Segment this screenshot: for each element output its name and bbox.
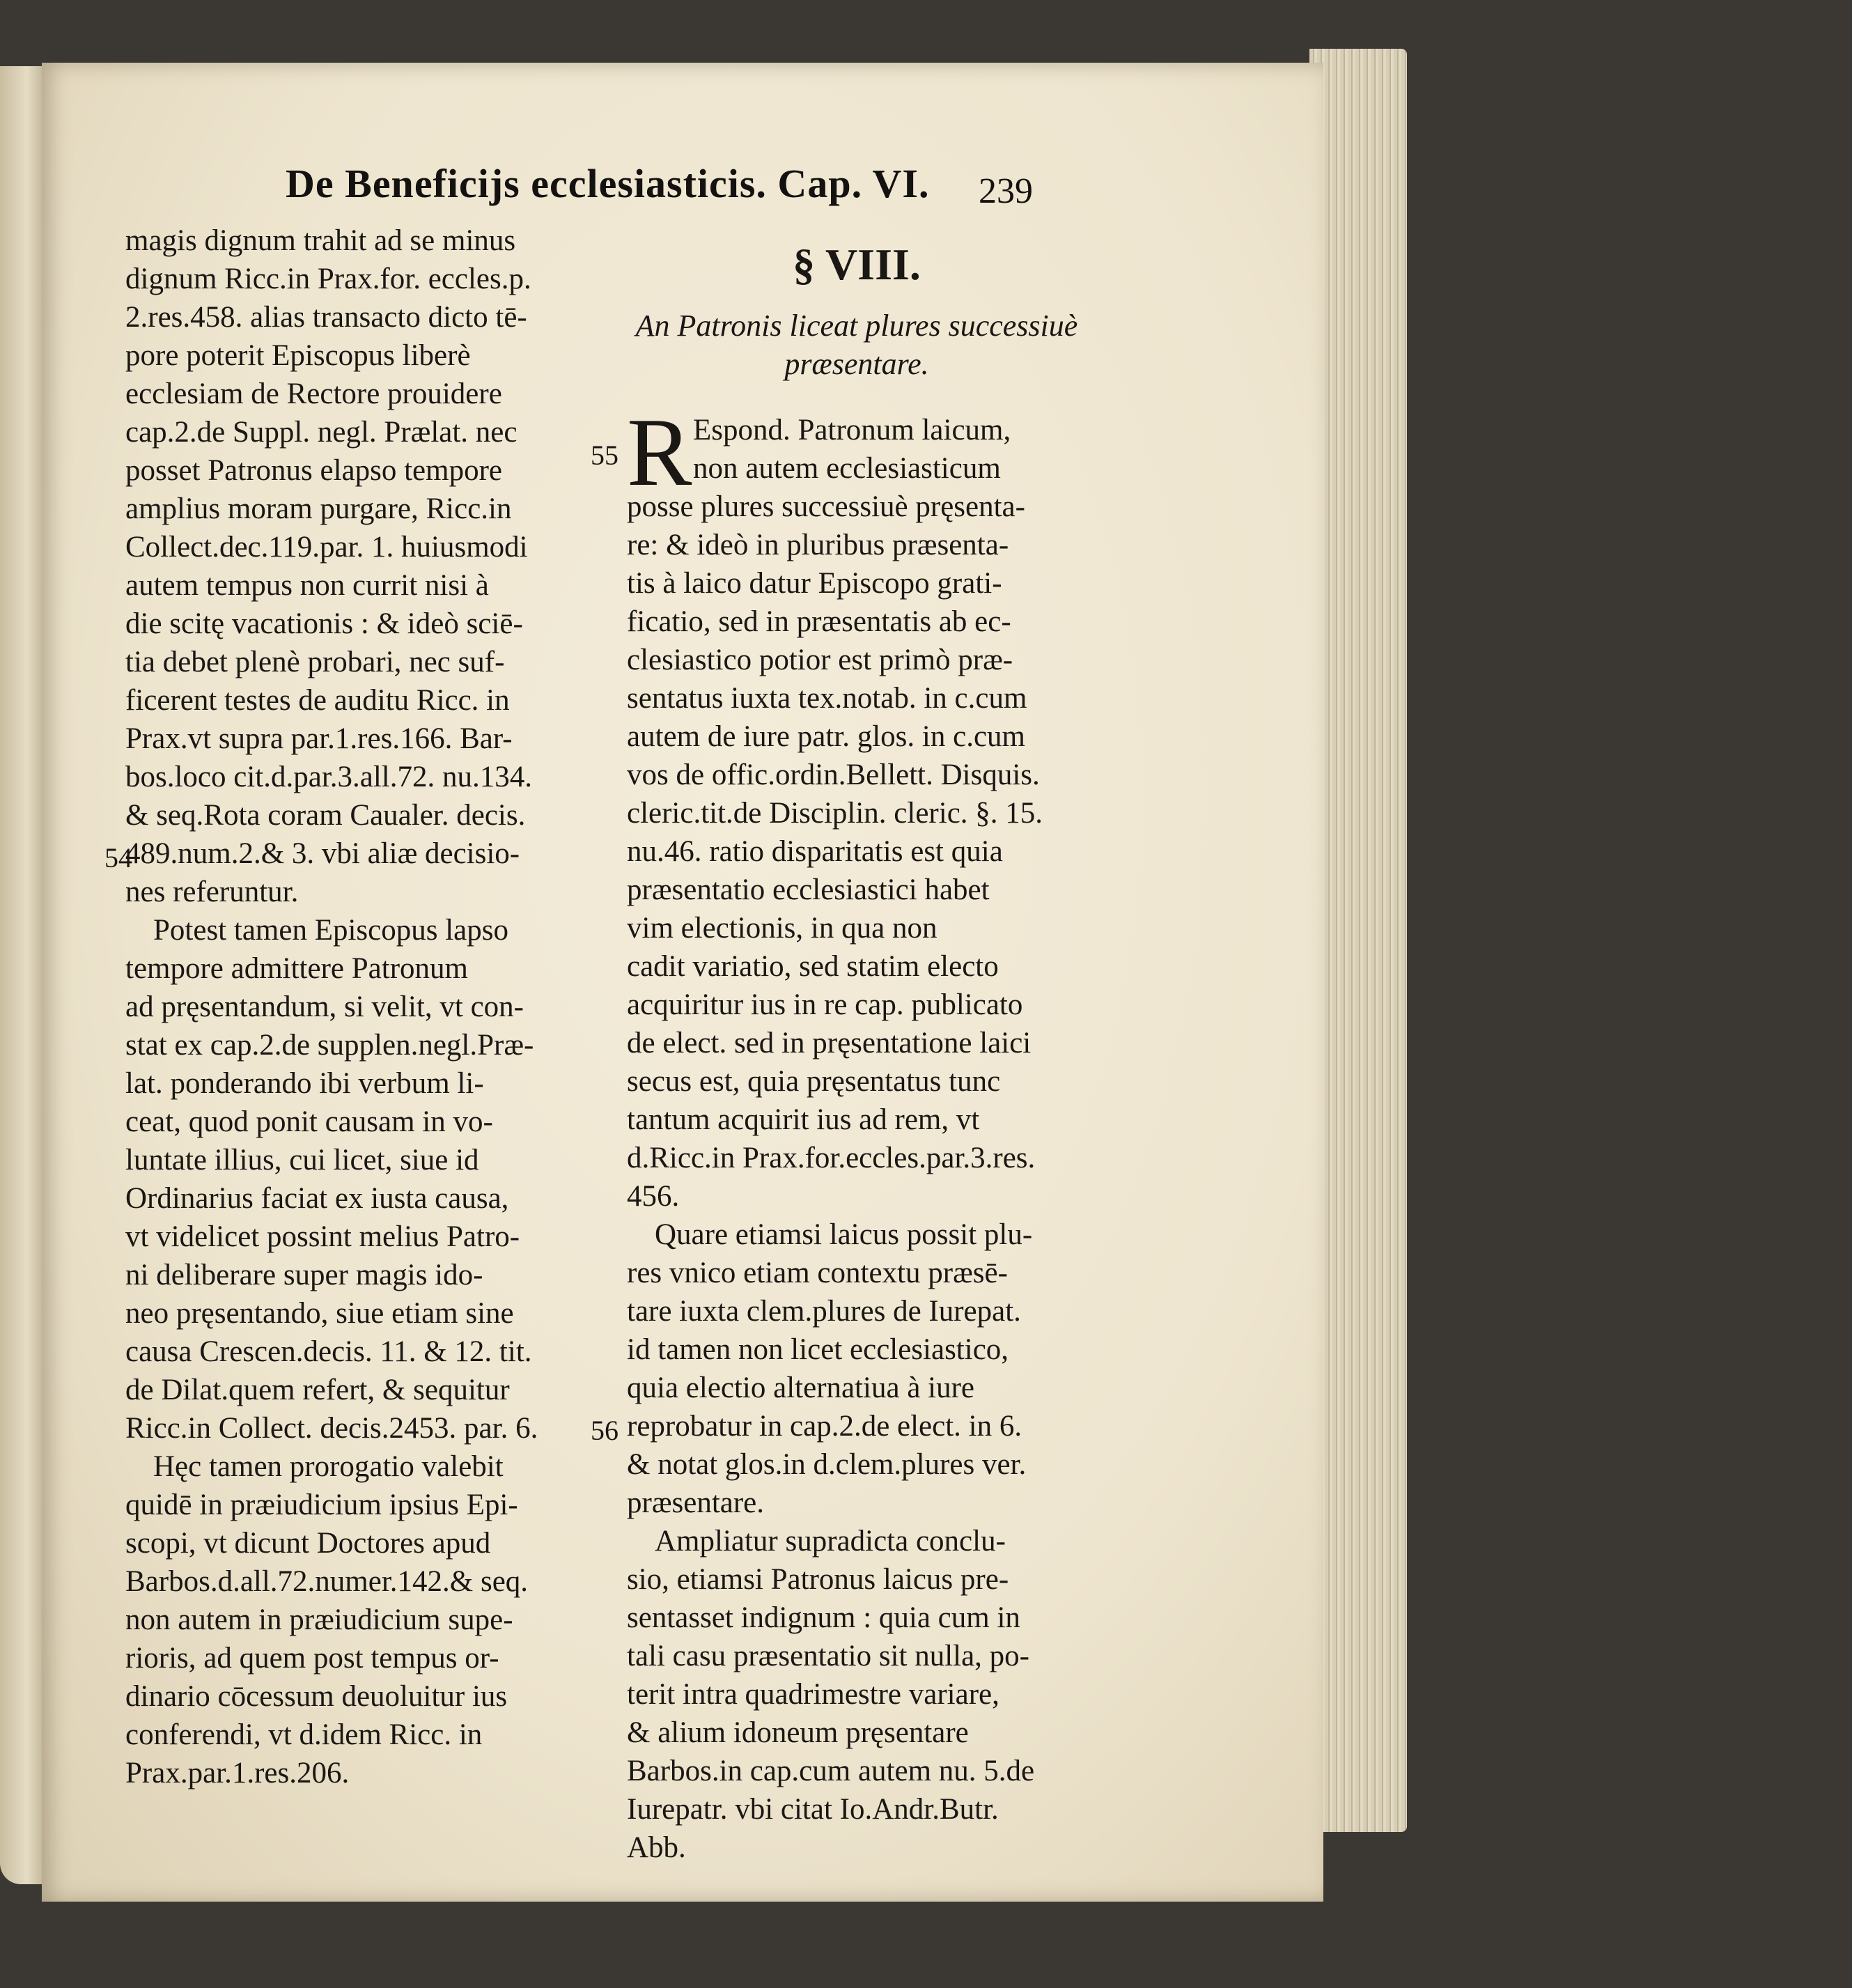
- left-text-line: Hęc tamen prorogatio valebit: [153, 1450, 504, 1483]
- right-text-line: clesiastico potior est primò præ-: [627, 644, 1013, 676]
- right-text-line: non autem ecclesiasticum: [693, 452, 1001, 485]
- right-text-line: Espond. Patronum laicum,: [693, 414, 1011, 446]
- left-text-line: Collect.dec.119.par. 1. huiusmodi: [125, 531, 528, 564]
- question-line-1: An Patronis liceat plures successiuè: [635, 309, 1078, 343]
- right-text-line: acquiritur ius in re cap. publicato: [627, 988, 1023, 1021]
- right-text-line: Barbos.in cap.cum autem nu. 5.de: [627, 1755, 1035, 1787]
- left-text-line: Potest tamen Episcopus lapso: [153, 914, 508, 947]
- left-text-line: Ricc.in Collect. decis.2453. par. 6.: [125, 1412, 538, 1445]
- right-text-line: res vnico etiam contextu præsē-: [627, 1257, 1008, 1289]
- left-text-line: stat ex cap.2.de supplen.negl.Præ-: [125, 1029, 534, 1062]
- right-text-line: tali casu præsentatio sit nulla, po-: [627, 1640, 1030, 1672]
- left-text-line: cap.2.de Suppl. negl. Prælat. nec: [125, 416, 518, 449]
- drop-capital: R: [627, 398, 692, 506]
- right-text-line: autem de iure patr. glos. in c.cum: [627, 720, 1025, 753]
- left-text-line: autem tempus non currit nisi à: [125, 569, 489, 602]
- left-text-line: ecclesiam de Rectore prouidere: [125, 378, 502, 410]
- right-text-line: & alium idoneum pręsentare: [627, 1716, 969, 1749]
- right-text-line: præsentatio ecclesiastici habet: [627, 873, 990, 906]
- right-text-line: sentatus iuxta tex.notab. in c.cum: [627, 682, 1027, 715]
- section-question: [627, 306, 1087, 383]
- marginal-number-54: 54: [104, 842, 132, 873]
- left-text-line: vt videlicet possint melius Patro-: [125, 1220, 520, 1253]
- right-text-line: de elect. sed in pręsentatione laici: [627, 1027, 1032, 1059]
- left-text-line: Barbos.d.all.72.numer.142.& seq.: [125, 1565, 529, 1598]
- right-text-line: d.Ricc.in Prax.for.eccles.par.3.res.: [627, 1142, 1036, 1174]
- left-text-line: ni deliberare super magis ido-: [125, 1259, 483, 1291]
- question-line-2: præsentare.: [784, 347, 929, 381]
- left-text-line: quidē in præiudicium ipsius Epi-: [125, 1489, 518, 1521]
- left-text-line: Prax.par.1.res.206.: [125, 1757, 350, 1789]
- section-heading: § VIII.: [793, 240, 921, 289]
- left-text-line: posset Patronus elapso tempore: [125, 454, 502, 487]
- page-block-edge: [1309, 49, 1407, 1832]
- right-text-line: Iurepatr. vbi citat Io.Andr.Butr.: [627, 1793, 999, 1826]
- right-text-line: Quare etiamsi laicus possit plu-: [655, 1218, 1033, 1251]
- left-text-line: rioris, ad quem post tempus or-: [125, 1642, 499, 1675]
- right-text-line: vim electionis, in qua non: [627, 912, 937, 945]
- right-text-line: terit intra quadrimestre variare,: [627, 1678, 999, 1711]
- left-text-line: dignum Ricc.in Prax.for. eccles.p.: [125, 263, 531, 295]
- page-number: 239: [979, 171, 1033, 211]
- right-text-line: præsentare.: [627, 1486, 765, 1519]
- right-text-line: nu.46. ratio disparitatis est quia: [627, 835, 1003, 868]
- right-text-line: Ampliatur supradicta conclu-: [655, 1525, 1006, 1558]
- left-text-line: amplius moram purgare, Ricc.in: [125, 492, 512, 525]
- left-text-line: non autem in præiudicium supe-: [125, 1603, 513, 1636]
- marginal-number-55: 55: [591, 440, 618, 471]
- left-text-line: bos.loco cit.d.par.3.all.72. nu.134.: [125, 761, 533, 793]
- left-text-line: luntate illius, cui licet, siue id: [125, 1144, 479, 1177]
- left-text-line: die scitę vacationis : & ideò sciē-: [125, 607, 523, 640]
- right-text-line: Abb.: [627, 1831, 686, 1864]
- left-text-line: ficerent testes de auditu Ricc. in: [125, 684, 510, 717]
- right-text-line: quia electio alternatiua à iure: [627, 1372, 975, 1404]
- left-text-line: scopi, vt dicunt Doctores apud: [125, 1527, 491, 1560]
- left-column: [125, 222, 585, 1792]
- left-text-line: causa Crescen.decis. 11. & 12. tit.: [125, 1335, 532, 1368]
- right-text-line: cleric.tit.de Disciplin. cleric. §. 15.: [627, 797, 1043, 830]
- left-text-line: 2.res.458. alias transacto dicto tē-: [125, 301, 527, 334]
- left-text-line: tempore admittere Patronum: [125, 952, 468, 985]
- right-text-line: reprobatur in cap.2.de elect. in 6.: [627, 1410, 1022, 1443]
- left-text-line: conferendi, vt d.idem Ricc. in: [125, 1718, 483, 1751]
- left-text-line: 489.num.2.& 3. vbi aliæ decisio-: [125, 837, 520, 870]
- right-text-line: cadit variatio, sed statim electo: [627, 950, 999, 983]
- right-column: [627, 237, 1087, 1867]
- left-text-line: de Dilat.quem refert, & sequitur: [125, 1374, 510, 1406]
- right-text-line: tare iuxta clem.plures de Iurepat.: [627, 1295, 1021, 1328]
- left-text-line: ad pręsentandum, si velit, vt con-: [125, 991, 524, 1023]
- left-text-line: pore poterit Episcopus liberè: [125, 339, 471, 372]
- left-text-line: nes referuntur.: [125, 876, 299, 908]
- left-text-line: Ordinarius faciat ex iusta causa,: [125, 1182, 509, 1215]
- left-text-line: tia debet plenè probari, nec suf-: [125, 646, 505, 678]
- right-text-line: tis à laico datur Episcopo grati-: [627, 567, 1002, 600]
- left-text-line: magis dignum trahit ad se minus: [125, 224, 516, 257]
- left-text-line: ceat, quod ponit causam in vo-: [125, 1105, 493, 1138]
- right-column-body: [627, 398, 1087, 1867]
- right-text-line: ficatio, sed in præsentatis ab ec-: [627, 605, 1011, 638]
- marginal-number-56: 56: [591, 1415, 618, 1446]
- running-title: De Beneficijs ecclesiasticis. Cap. VI.: [286, 161, 930, 206]
- right-text-line: 456.: [627, 1180, 680, 1213]
- right-text-line: & notat glos.in d.clem.plures ver.: [627, 1448, 1027, 1481]
- right-text-line: sentasset indignum : quia cum in: [627, 1601, 1020, 1634]
- right-text-line: tantum acquirit ius ad rem, vt: [627, 1103, 980, 1136]
- right-text-line: sio, etiamsi Patronus laicus pre-: [627, 1563, 1009, 1596]
- left-text-line: lat. ponderando ibi verbum li-: [125, 1067, 484, 1100]
- right-text-line: posse plures successiuè pręsenta-: [627, 490, 1025, 523]
- right-text-line: id tamen non licet ecclesiastico,: [627, 1333, 1009, 1366]
- right-text-line: vos de offic.ordin.Bellett. Disquis.: [627, 759, 1040, 791]
- left-text-line: neo pręsentando, siue etiam sine: [125, 1297, 514, 1330]
- right-text-line: re: & ideò in pluribus præsenta-: [627, 529, 1009, 561]
- left-text-line: & seq.Rota coram Caualer. decis.: [125, 799, 526, 832]
- left-text-line: Prax.vt supra par.1.res.166. Bar-: [125, 722, 513, 755]
- left-text-line: dinario cōcessum deuoluitur ius: [125, 1680, 508, 1713]
- right-text-line: secus est, quia pręsentatus tunc: [627, 1065, 1001, 1098]
